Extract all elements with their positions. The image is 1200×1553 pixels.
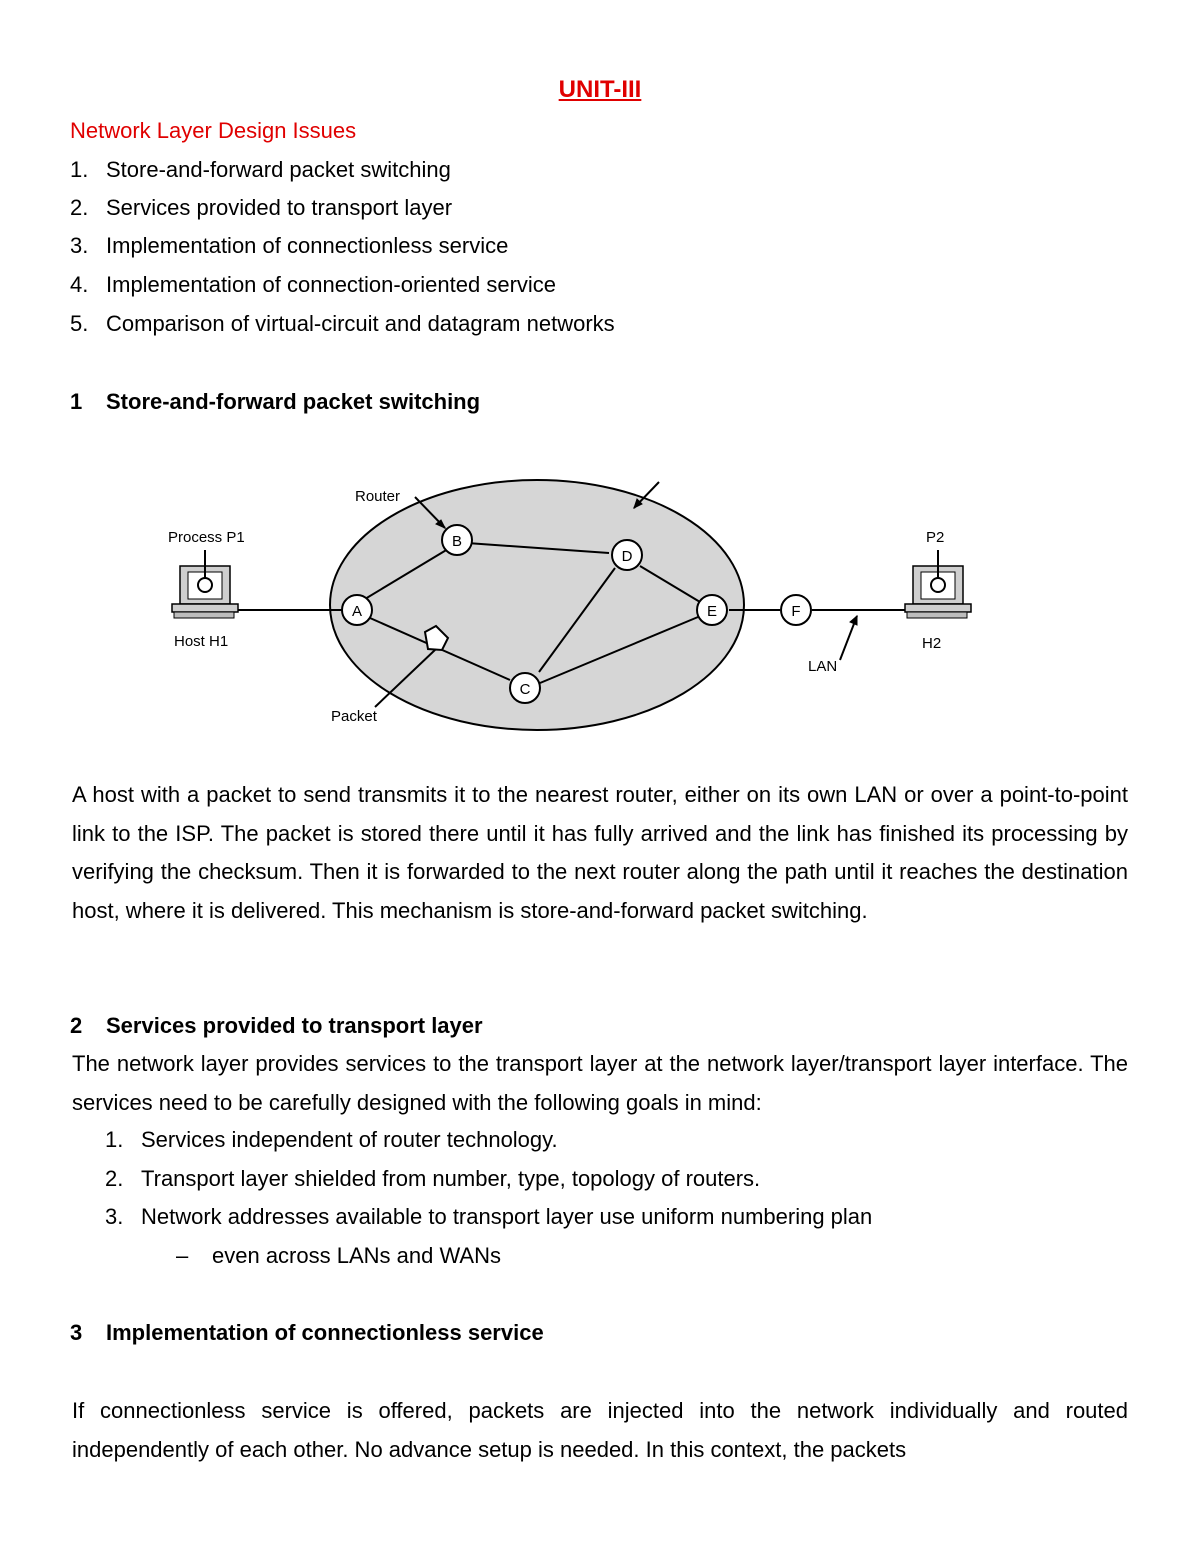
unit-title: UNIT-III xyxy=(558,76,642,103)
toc-num: 1. xyxy=(70,157,89,182)
section-1-paragraph: A host with a packet to send transmits it to the nearest router, either on its own LAN or over a point-to-point link to the ISP. The packet is stored there until it has fully arrived and the link has finished its processing by verifying the checksum. Then it is forwarded to the next router along the path until it reaches the destination host, where it is delivered. This mechanism is store-and-forward packet switching. xyxy=(72,782,1128,923)
router-a xyxy=(342,595,372,625)
toc-text: Implementation of connectionless service xyxy=(106,233,509,258)
node-label: F xyxy=(791,603,801,620)
toc-text: Comparison of virtual-circuit and datagram networks xyxy=(106,311,615,336)
packet-label: Packet xyxy=(331,708,377,725)
router-b xyxy=(442,525,472,555)
section-3-paragraph: If connectionless service is offered, packets are injected into the network individually and routed independently of each other. No advance setup is needed. In this context, the packets xyxy=(72,1398,1128,1462)
process-p1-label: Process P1 xyxy=(168,529,245,546)
router-d xyxy=(612,540,642,570)
section-num: 1 xyxy=(70,389,83,414)
host-h1-label: Host H1 xyxy=(174,633,229,650)
section-2-paragraph: The network layer provides services to the transport layer at the network layer/transport layer interface. The services need to be carefully designed with the following goals in mind: xyxy=(72,1051,1128,1115)
toc-text: Implementation of connection-oriented service xyxy=(106,272,557,297)
p2-label: P2 xyxy=(926,529,945,546)
subtitle: Network Layer Design Issues xyxy=(70,118,357,143)
section-title: Services provided to transport layer xyxy=(106,1013,483,1038)
toc-num: 2. xyxy=(70,195,89,220)
section-title: Store-and-forward packet switching xyxy=(106,389,481,414)
section-num: 2 xyxy=(70,1013,83,1038)
goal-num: 3. xyxy=(105,1204,124,1229)
host-h1-computer-icon xyxy=(172,550,238,618)
network-diagram xyxy=(160,470,990,740)
goal-text: Transport layer shielded from number, type, topology of routers. xyxy=(141,1166,761,1191)
router-f xyxy=(781,595,811,625)
section-num: 3 xyxy=(70,1320,83,1345)
node-label: C xyxy=(519,681,531,698)
node-label: D xyxy=(621,548,633,565)
node-label: E xyxy=(706,603,718,620)
toc-num: 5. xyxy=(70,311,89,336)
node-label: B xyxy=(451,533,463,550)
goal-num: 2. xyxy=(105,1166,124,1191)
h2-label: H2 xyxy=(922,635,942,652)
goal-num: 1. xyxy=(105,1127,124,1152)
lan-label: LAN xyxy=(808,658,838,675)
toc-text: Services provided to transport layer xyxy=(106,195,453,220)
goal-text: Network addresses available to transport layer use uniform numbering plan xyxy=(141,1204,873,1229)
dash-bullet: – xyxy=(176,1243,189,1268)
section-title: Implementation of connectionless service xyxy=(106,1320,544,1345)
sub-bullet-text: even across LANs and WANs xyxy=(212,1243,501,1268)
toc-num: 3. xyxy=(70,233,89,258)
goal-text: Services independent of router technology. xyxy=(141,1127,558,1152)
host-h2-computer-icon xyxy=(905,550,971,618)
toc-num: 4. xyxy=(70,272,89,297)
toc-text: Store-and-forward packet switching xyxy=(106,157,451,182)
router-label: Router xyxy=(355,488,401,505)
router-c xyxy=(510,673,540,703)
node-label: A xyxy=(351,603,363,620)
router-e xyxy=(697,595,727,625)
